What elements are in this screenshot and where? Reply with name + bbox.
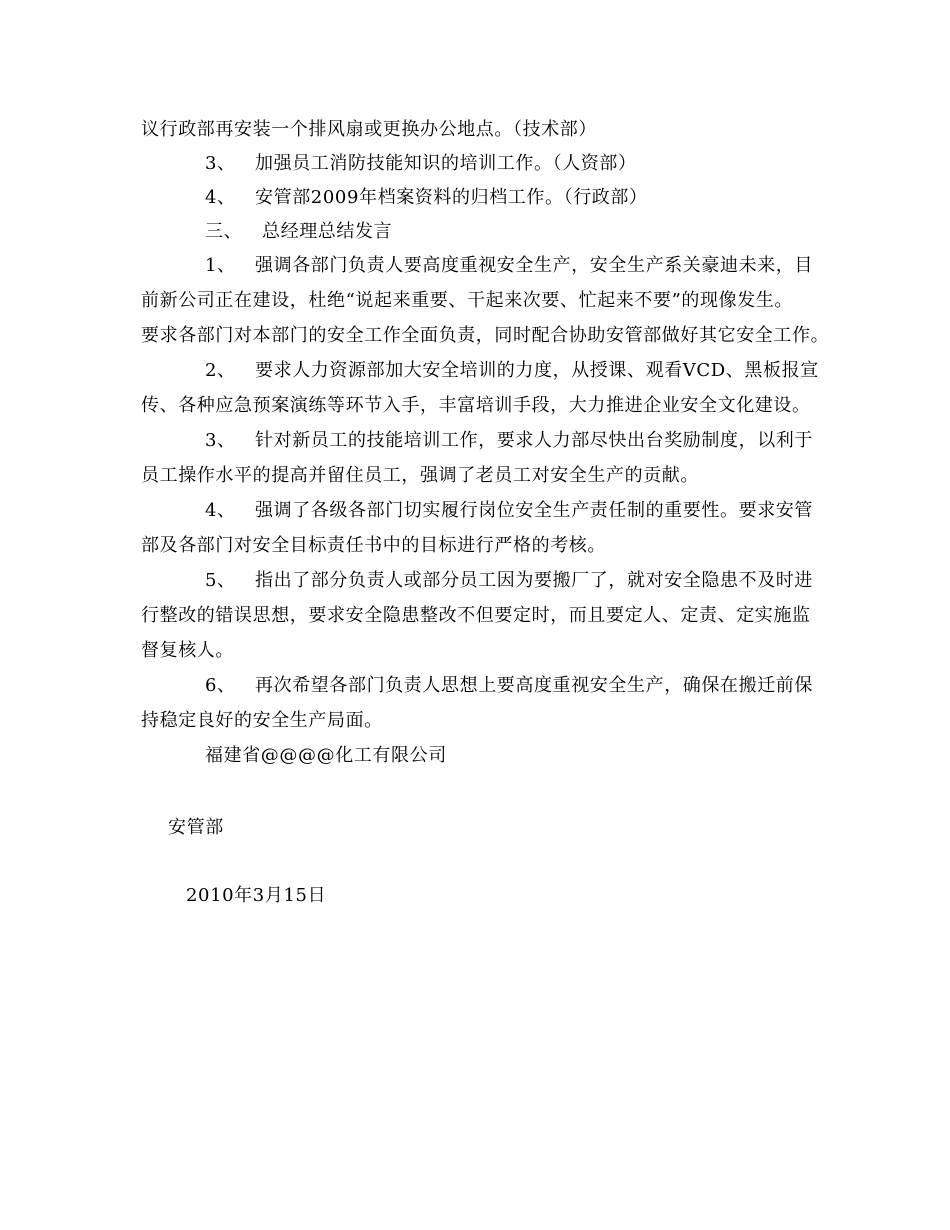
- item-text: 指出了部分负责人或部分员工因为要搬厂了，就对安全隐患不及时进: [255, 570, 813, 591]
- list-item: [205, 152, 637, 176]
- item-number: 5、: [205, 570, 236, 591]
- item-text: 要求人力资源部加大安全培训的力度，从授课、观看VCD、黑板报宣: [255, 360, 819, 381]
- list-item: [205, 674, 813, 698]
- item-text: 强调各部门负责人要高度重视安全生产，安全生产系关豪迪未来，目: [255, 255, 813, 276]
- text-line: 要求各部门对本部门的安全工作全面负责，同时配合协助安管部做好其它安全工作。: [141, 325, 830, 346]
- list-item: [205, 569, 813, 593]
- item-number: 1、: [205, 255, 236, 276]
- item-number: 2、: [205, 360, 236, 381]
- signature-department: 安管部: [168, 817, 224, 838]
- text-line: 行整改的错误思想，要求安全隐患整改不但要定时，而且要定人、定责、定实施监: [141, 605, 811, 626]
- list-item: [205, 254, 813, 278]
- section-heading: [205, 220, 392, 244]
- item-number: 6、: [205, 675, 236, 696]
- text-line: 议行政部再安装一个排风扇或更换办公地点。（技术部）: [141, 119, 597, 140]
- item-number: 4、: [205, 187, 236, 208]
- item-number: 4、: [205, 500, 236, 521]
- list-item: [205, 499, 813, 523]
- item-text: 强调了各级各部门切实履行岗位安全生产责任制的重要性。要求安管: [255, 500, 813, 521]
- section-number: 三、: [205, 221, 243, 242]
- item-number: 3、: [205, 430, 236, 451]
- text-line: 持稳定良好的安全生产局面。: [141, 710, 383, 731]
- signature-company: 福建省@@@@化工有限公司: [205, 745, 447, 766]
- item-text: 再次希望各部门负责人思想上要高度重视安全生产，确保在搬迁前保: [255, 675, 813, 696]
- list-item: [205, 359, 819, 383]
- item-text: 针对新员工的技能培训工作，要求人力部尽快出台奖励制度，以利于: [255, 430, 813, 451]
- text-line: 前新公司正在建设，杜绝“说起来重要、干起来次要、忙起来不要”的现像发生。: [141, 290, 794, 311]
- list-item: [205, 186, 648, 210]
- text-line: 员工操作水平的提高并留住员工，强调了老员工对安全生产的贡献。: [141, 465, 699, 486]
- text-line: 部及各部门对安全目标责任书中的目标进行严格的考核。: [141, 535, 606, 556]
- text-line: 督复核人。: [141, 640, 234, 661]
- section-title: 总经理总结发言: [262, 221, 393, 242]
- signature-date: 2010年3月15日: [186, 885, 327, 906]
- list-item: [205, 429, 813, 453]
- item-text: 安管部2009年档案资料的归档工作。（行政部）: [255, 187, 648, 208]
- text-line: 传、各种应急预案演练等环节入手，丰富培训手段，大力推进企业安全文化建设。: [141, 395, 811, 416]
- item-number: 3、: [205, 153, 236, 174]
- item-text: 加强员工消防技能知识的培训工作。（人资部）: [255, 153, 637, 174]
